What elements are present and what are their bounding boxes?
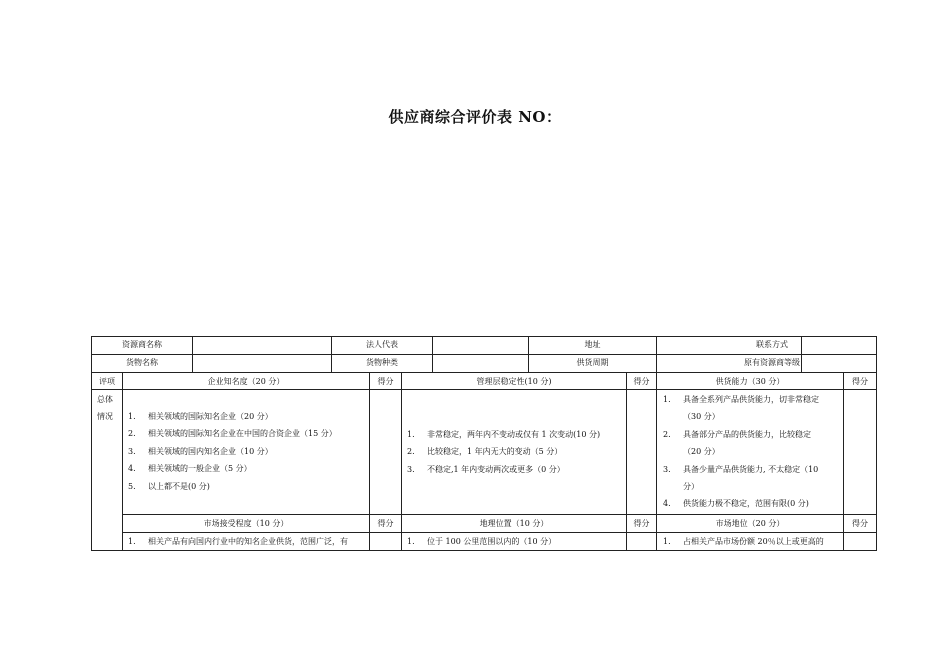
list-item: 1. 具备全系列产品供货能力，切非常稳定 xyxy=(663,395,819,404)
item-column-header: 评项 xyxy=(99,377,115,386)
list-item: 1. 非常稳定，两年内不变动或仅有 1 次变动(10 分) xyxy=(407,430,601,439)
score-header: 得分 xyxy=(852,519,868,528)
stability-header: 管理层稳定性(10 分) xyxy=(476,377,552,386)
location-header: 地理位置（10 分） xyxy=(479,519,549,528)
list-item: 5. 以上都不是(0 分) xyxy=(128,481,210,491)
list-item-continued: （20 分） xyxy=(683,447,720,457)
list-item: 2. 比较稳定，1 年内无大的变动（5 分） xyxy=(407,447,563,457)
list-item: 3. 具备少量产品供货能力, 不太稳定（10 xyxy=(663,464,819,474)
supplier-name-label: 资源商名称 xyxy=(122,340,162,349)
list-item: 2. 相关领域的国际知名企业在中国的合资企业（15 分） xyxy=(128,429,337,439)
list-item-continued: （30 分） xyxy=(683,412,720,422)
list-item-continued: 分） xyxy=(683,481,699,491)
location-item: 1. 位于 100 公里范围以内的（10 分） xyxy=(407,537,557,546)
goods-name-label: 货物名称 xyxy=(126,358,158,367)
list-item: 1. 相关领域的国际知名企业（20 分） xyxy=(128,412,273,421)
list-item: 2. 具备部分产品的供货能力，比较稳定 xyxy=(663,429,811,439)
list-item: 3. 不稳定,1 年内变动两次或更多（0 分） xyxy=(407,464,565,474)
section-label: 总体 xyxy=(97,395,113,404)
original-grade-label: 原有资源商等级 xyxy=(744,358,800,367)
market-acceptance-header: 市场接受程度（10 分） xyxy=(203,519,289,528)
contact-label: 联系方式 xyxy=(756,340,788,349)
address-label: 地址 xyxy=(584,340,601,349)
list-item: 4. 相关领域的一般企业（5 分） xyxy=(128,464,252,474)
list-item: 4. 供货能力极不稳定，范围有限(0 分) xyxy=(663,499,809,509)
legal-rep-label: 法人代表 xyxy=(366,340,398,349)
section-label: 情况 xyxy=(97,412,113,421)
market-acceptance-item: 1. 相关产品有向国内行业中的知名企业供货，范围广泛，有 xyxy=(128,537,348,546)
market-position-header: 市场地位（20 分） xyxy=(715,519,785,528)
reputation-criteria-list xyxy=(128,408,337,495)
score-header: 得分 xyxy=(852,377,868,386)
supplier-evaluation-table xyxy=(91,336,877,551)
goods-type-label: 货物种类 xyxy=(366,358,398,367)
supply-criteria-list xyxy=(663,391,819,513)
supply-capacity-header: 供货能力（30 分） xyxy=(715,377,785,386)
page-title: 供应商综合评价表 NO： xyxy=(388,108,562,126)
score-header: 得分 xyxy=(633,519,650,528)
supply-cycle-label: 供货周期 xyxy=(576,358,609,367)
market-position-item: 1. 占相关产品市场份额 20％以上或更高的 xyxy=(663,537,824,546)
reputation-header: 企业知名度（20 分） xyxy=(207,377,285,386)
list-item: 3. 相关领域的国内知名企业（10 分） xyxy=(128,446,273,456)
stability-criteria-list xyxy=(407,426,600,478)
score-header: 得分 xyxy=(633,377,650,386)
score-header: 得分 xyxy=(377,377,394,386)
score-header: 得分 xyxy=(377,519,394,528)
